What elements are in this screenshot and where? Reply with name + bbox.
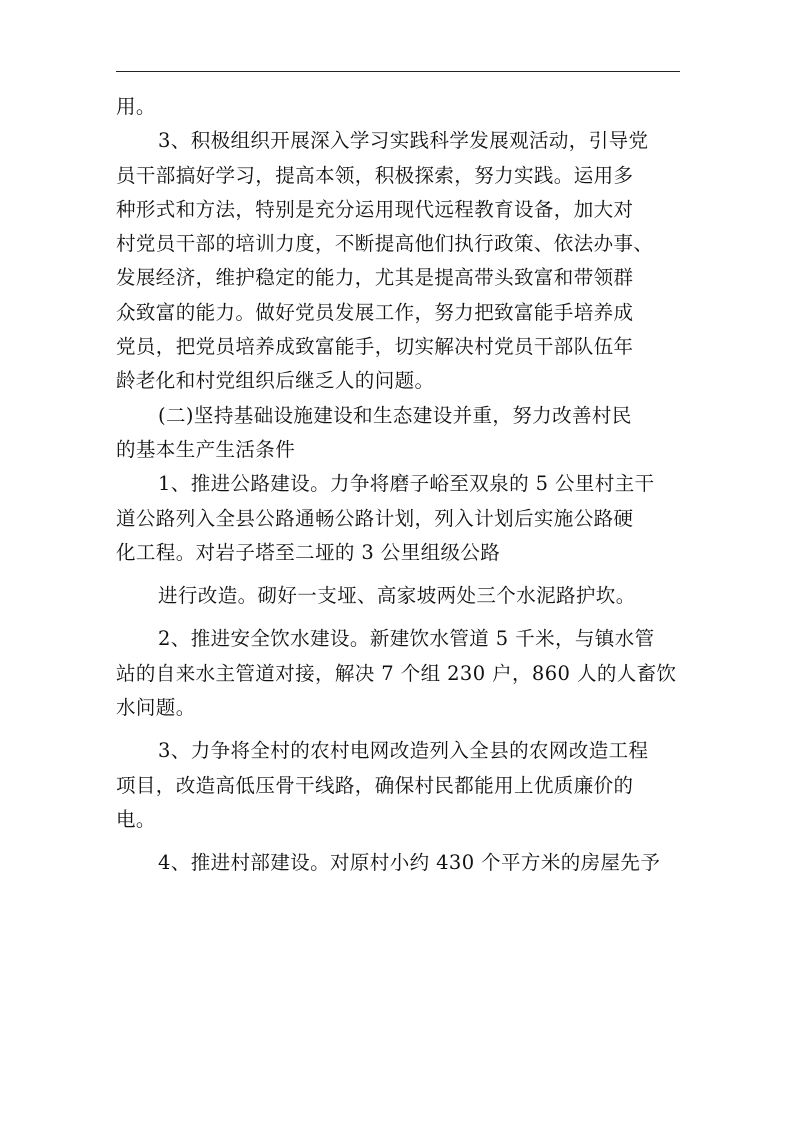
spacer <box>116 570 682 579</box>
text-line: 水问题。 <box>116 696 196 720</box>
text-line: 1、推进公路建设。力争将磨子峪至双泉的 5 公里村主干 <box>158 472 655 496</box>
text-line: 3、积极组织开展深入学习实践科学发展观活动，引导党 <box>158 129 649 153</box>
text-line: 进行改造。砌好一支垭、高家坡两处三个水泥路护坎。 <box>158 584 636 608</box>
section-heading: (二)坚持基础设施建设和生态建设并重，努力改善村民 <box>158 403 632 427</box>
text-line: 道公路列入全县公路通畅公路计划，列入计划后实施公路硬 <box>116 506 634 530</box>
text-line: 项目，改造高低压骨干线路，确保村民都能用上优质廉价的 <box>116 773 634 797</box>
section-heading: 的基本生产生活条件 <box>116 437 296 461</box>
document-body <box>116 90 682 881</box>
text-line: 龄老化和村党组织后继乏人的问题。 <box>116 369 435 393</box>
text-line: 众致富的能力。做好党员发展工作，努力把致富能手培养成 <box>116 300 634 324</box>
text-line: 站的自来水主管道对接，解决 7 个组 230 户，860 人的人畜饮 <box>116 661 677 685</box>
text-line: 党员，把党员培养成致富能手，切实解决村党员干部队伍年 <box>116 335 634 359</box>
text-line: 电。 <box>116 807 156 831</box>
header-rule <box>116 71 680 72</box>
text-line: 化工程。对岩子塔至二垭的 3 公里组级公路 <box>116 540 501 564</box>
text-line: 用。 <box>116 95 156 118</box>
spacer <box>116 613 682 622</box>
text-line: 3、力争将全村的农村电网改造列入全县的农网改造工程 <box>158 739 649 763</box>
text-line: 员干部搞好学习，提高本领，积极探索，努力实践。运用多 <box>116 163 634 187</box>
text-line: 4、推进村部建设。对原村小约 430 个平方米的房屋先予 <box>158 851 661 875</box>
text-line: 村党员干部的培训力度，不断提高他们执行政策、依法办事、 <box>116 232 654 256</box>
text-line: 发展经济，维护稳定的能力，尤其是提高带头致富和带领群 <box>116 266 634 290</box>
text-line: 2、推进安全饮水建设。新建饮水管道 5 千米，与镇水管 <box>158 627 655 651</box>
text-line: 种形式和方法，特别是充分运用现代远程教育设备，加大对 <box>116 197 634 221</box>
spacer <box>116 837 682 846</box>
spacer <box>116 725 682 734</box>
